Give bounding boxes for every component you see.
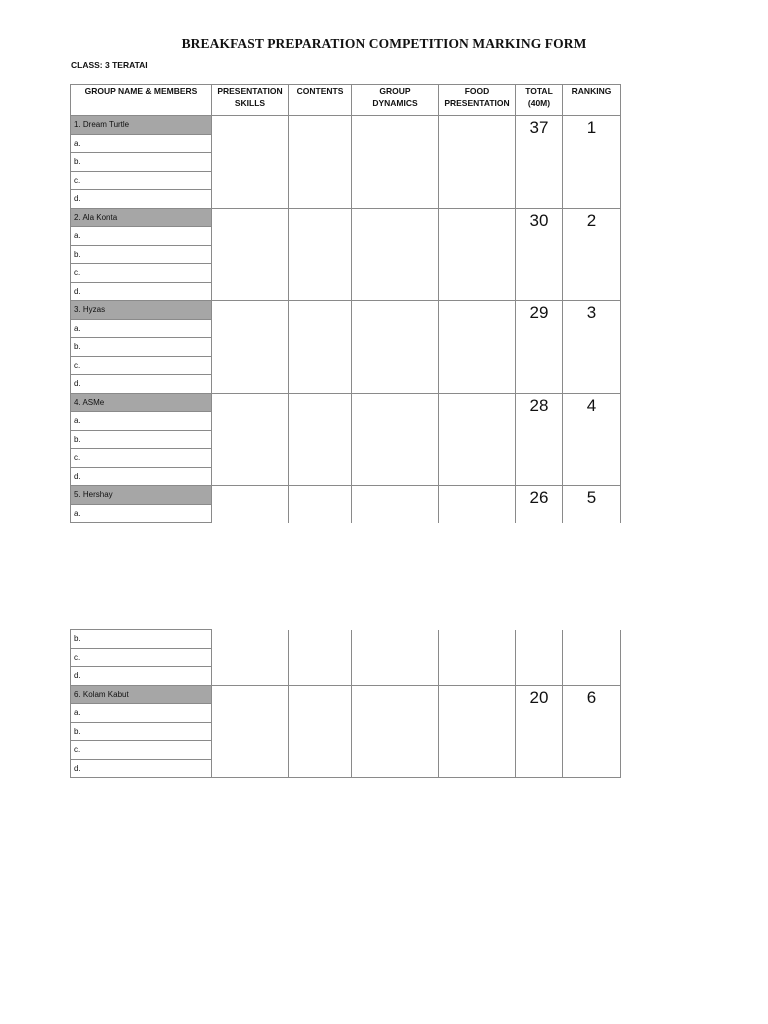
group-name: 4. ASMe [71, 393, 212, 412]
score-cell [352, 393, 439, 486]
score-cell [439, 208, 516, 301]
table-row [71, 208, 621, 227]
score-cell [439, 685, 516, 778]
score-cell [563, 630, 621, 686]
total-score: 37 [516, 116, 563, 209]
score-cell [289, 486, 352, 523]
table-row [71, 393, 621, 412]
score-cell [289, 630, 352, 686]
ranking-value: 4 [563, 393, 621, 486]
score-cell [212, 486, 289, 523]
score-cell [289, 301, 352, 394]
marking-table-continued [70, 629, 621, 778]
col-header-food-presentation: FOOD PRESENTATION [439, 85, 516, 116]
score-cell [352, 486, 439, 523]
member-line: d. [71, 282, 212, 301]
class-label: CLASS: 3 TERATAI [71, 60, 148, 70]
total-score: 28 [516, 393, 563, 486]
table-row [71, 685, 621, 704]
form-title: BREAKFAST PREPARATION COMPETITION MARKING FORM [181, 36, 587, 51]
table-row [71, 486, 621, 505]
total-score: 30 [516, 208, 563, 301]
score-cell [212, 630, 289, 686]
score-cell [289, 685, 352, 778]
member-line: a. [71, 227, 212, 246]
table-header-row [71, 85, 621, 116]
member-line: b. [71, 245, 212, 264]
col-header-contents: CONTENTS [289, 85, 352, 116]
member-line: c. [71, 171, 212, 190]
total-score: 26 [516, 486, 563, 523]
member-line: d. [71, 190, 212, 209]
member-line: c. [71, 741, 212, 760]
col-header-ranking: RANKING [563, 85, 621, 116]
col-header-group-dynamics: GROUP DYNAMICS [352, 85, 439, 116]
ranking-value: 3 [563, 301, 621, 394]
group-name: 3. Hyzas [71, 301, 212, 320]
score-cell [212, 685, 289, 778]
member-line: b. [71, 430, 212, 449]
member-line: a. [71, 134, 212, 153]
member-line: c. [71, 356, 212, 375]
group-name: 6. Kolam Kabut [71, 685, 212, 704]
total-score: 20 [516, 685, 563, 778]
score-cell [212, 116, 289, 209]
member-line: d. [71, 467, 212, 486]
member-line: d. [71, 667, 212, 686]
score-cell [212, 393, 289, 486]
score-cell [352, 116, 439, 209]
member-line: c. [71, 648, 212, 667]
member-line: a. [71, 704, 212, 723]
col-header-total: TOTAL (40M) [516, 85, 563, 116]
score-cell [352, 685, 439, 778]
score-cell [352, 630, 439, 686]
member-line: b. [71, 630, 212, 649]
member-line: d. [71, 759, 212, 778]
member-line: b. [71, 722, 212, 741]
member-line: a. [71, 412, 212, 431]
ranking-value: 1 [563, 116, 621, 209]
member-line: b. [71, 338, 212, 357]
member-line: c. [71, 449, 212, 468]
score-cell [352, 208, 439, 301]
group-name: 1. Dream Turtle [71, 116, 212, 135]
score-cell [439, 116, 516, 209]
score-cell [289, 208, 352, 301]
col-header-group: GROUP NAME & MEMBERS [71, 85, 212, 116]
score-cell [439, 630, 516, 686]
ranking-value: 6 [563, 685, 621, 778]
member-line: b. [71, 153, 212, 172]
member-line: a. [71, 504, 212, 523]
group-name: 2. Ala Konta [71, 208, 212, 227]
marking-table [70, 84, 621, 523]
col-header-presentation-skills: PRESENTATION SKILLS [212, 85, 289, 116]
table-row [71, 116, 621, 135]
score-cell [439, 486, 516, 523]
score-cell [516, 630, 563, 686]
score-cell [212, 208, 289, 301]
total-score: 29 [516, 301, 563, 394]
table-row [71, 301, 621, 320]
score-cell [352, 301, 439, 394]
score-cell [289, 116, 352, 209]
member-line: c. [71, 264, 212, 283]
ranking-value: 5 [563, 486, 621, 523]
group-name: 5. Hershay [71, 486, 212, 505]
table-row [71, 630, 621, 649]
score-cell [439, 301, 516, 394]
member-line: d. [71, 375, 212, 394]
ranking-value: 2 [563, 208, 621, 301]
member-line: a. [71, 319, 212, 338]
score-cell [289, 393, 352, 486]
score-cell [212, 301, 289, 394]
score-cell [439, 393, 516, 486]
